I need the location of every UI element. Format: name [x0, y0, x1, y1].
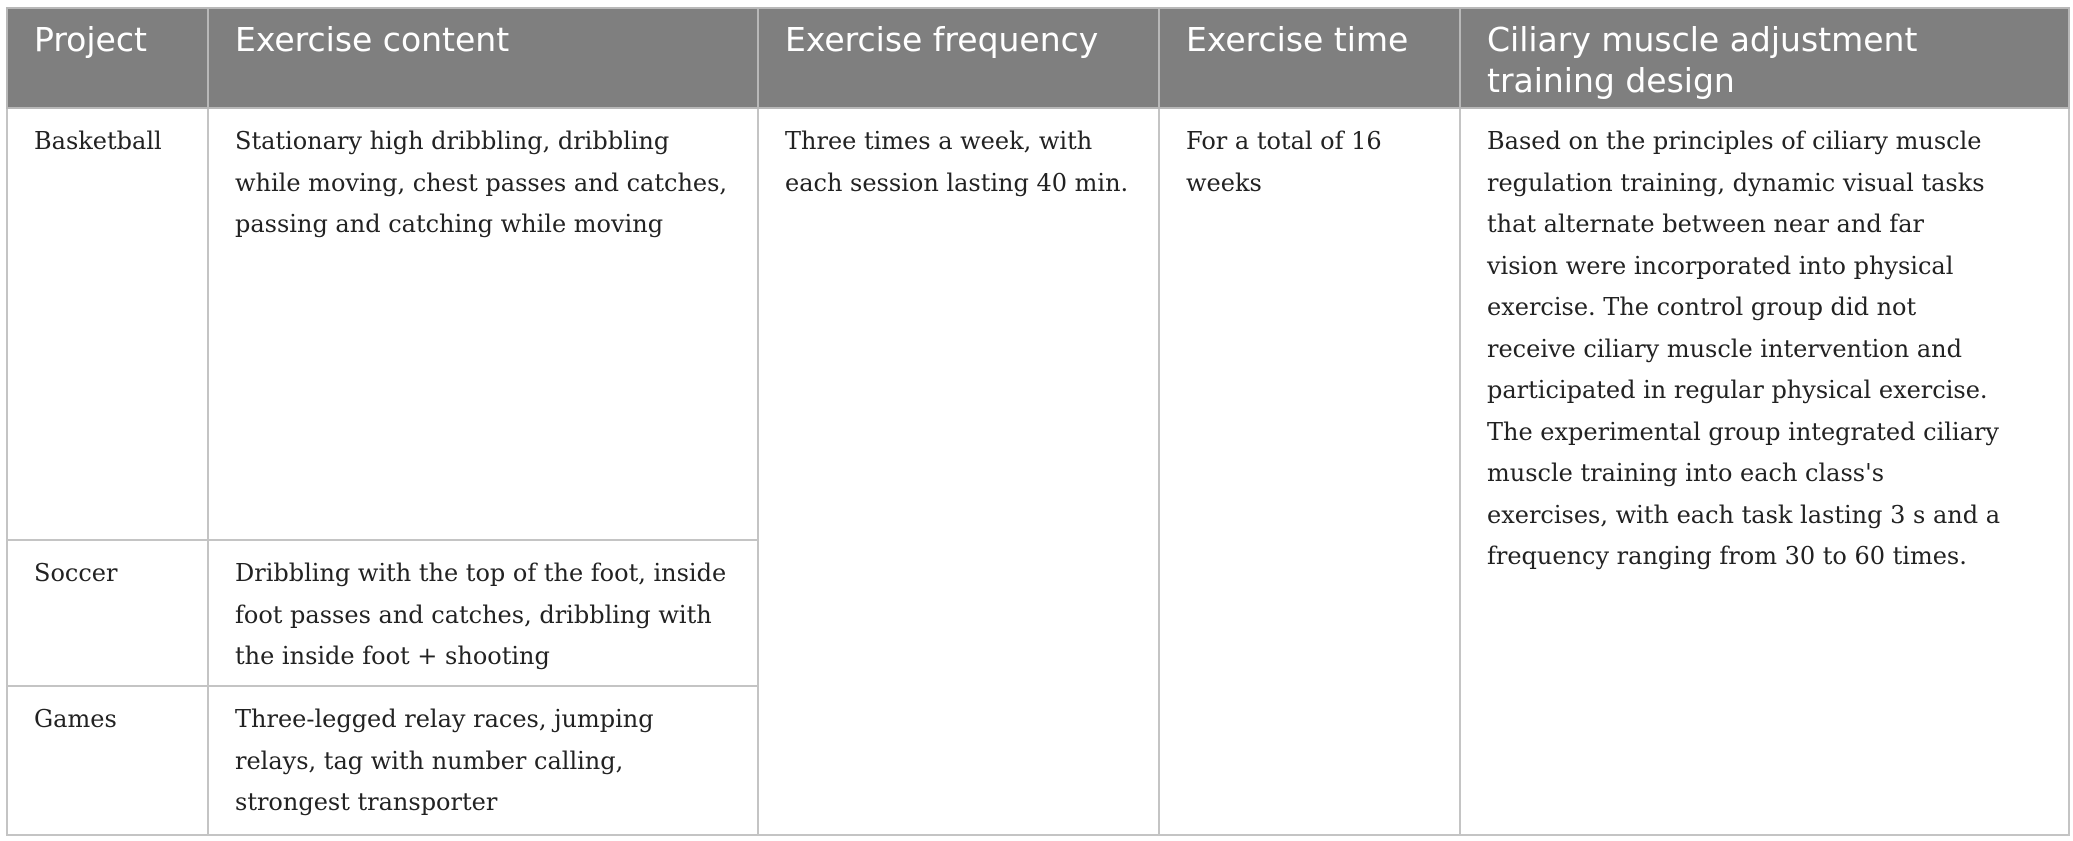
header-training-design: Ciliary muscle adjustment training design: [1460, 8, 2069, 108]
time-cell: For a total of 16 weeks: [1159, 108, 1460, 835]
frequency-cell: Three times a week, with each session lasting 40 min.: [758, 108, 1159, 835]
project-cell: Basketball: [7, 108, 208, 540]
header-project: Project: [7, 8, 208, 108]
exercise-table: [6, 7, 2070, 836]
header-exercise-content: Exercise content: [208, 8, 758, 108]
project-cell: Soccer: [7, 540, 208, 686]
table-row: [7, 108, 2069, 540]
content-cell: Three-legged relay races, jumping relays, tag with number calling, strongest transporter: [208, 686, 758, 835]
header-exercise-time: Exercise time: [1159, 8, 1460, 108]
content-cell: Dribbling with the top of the foot, inside foot passes and catches, dribbling with the inside foot + shooting: [208, 540, 758, 686]
content-cell: Stationary high dribbling, dribbling while moving, chest passes and catches, passing and catching while moving: [208, 108, 758, 540]
header-row: [7, 8, 2069, 108]
header-exercise-frequency: Exercise frequency: [758, 8, 1159, 108]
project-cell: Games: [7, 686, 208, 835]
design-cell: Based on the principles of ciliary muscle regulation training, dynamic visual tasks that alternate between near and far vision were incorporated into physical exercise. The control group did not receive ciliary muscle intervention and participated in regular physical exercise. The experimental group integrated ciliary muscle training into each class's exercises, with each task lasting 3 s and a frequency ranging from 30 to 60 times.: [1460, 108, 2069, 835]
